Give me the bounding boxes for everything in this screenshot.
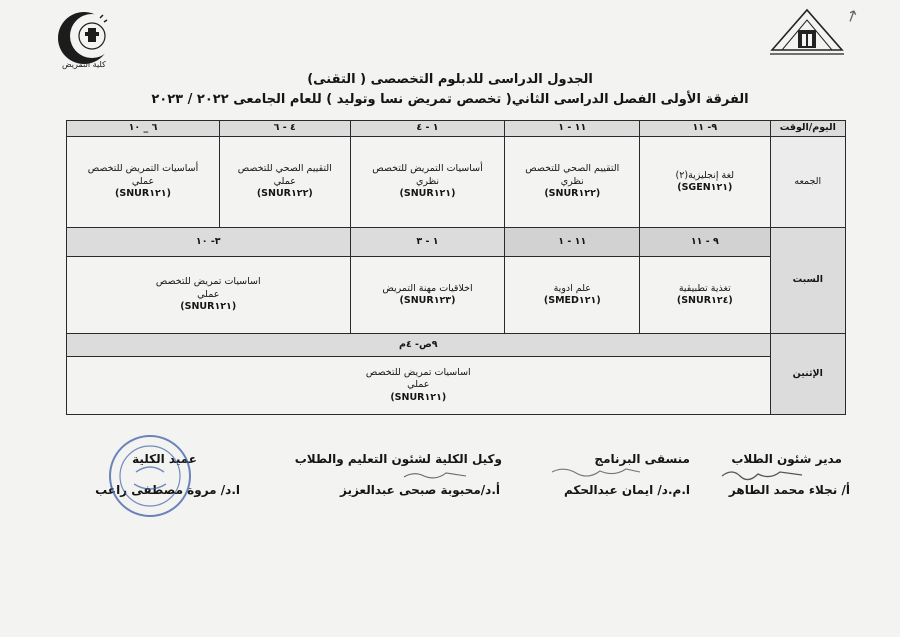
schedule-cell	[350, 257, 505, 334]
monday-row	[67, 357, 846, 415]
faculty-stamp	[106, 432, 194, 520]
course-code: (SNUR١٢١)	[115, 188, 171, 200]
course-code: (SNUR١٢١)	[399, 188, 456, 200]
signature-title: وكيل الكلية لشئون التعليم والطلاب	[294, 452, 502, 466]
signature-title: منسقى البرنامج	[594, 452, 690, 466]
subject-name: اساسيات تمريض للتخصص	[155, 276, 261, 288]
signature-name: ا.د/ مروة مصطفى راغب	[95, 483, 240, 497]
signature-scribble	[548, 464, 644, 480]
schedule-subtitle: الفرقة الأولى الفصل الدراسى الثاني( تخصص تمريض نسا وتوليد ) للعام الجامعى ٢٠٢٢ / ٢٠٢٣	[151, 92, 749, 107]
schedule-cell	[350, 137, 505, 228]
subject-type: عملي	[197, 288, 220, 300]
time-header: ٤ - ٦	[220, 121, 351, 137]
time-header: ٦ _ ١٠	[67, 121, 220, 137]
subject-type: عملي	[407, 379, 430, 391]
course-code: (SNUR١٢٤)	[676, 295, 733, 306]
course-code: (SNUR١٢١)	[390, 391, 447, 403]
schedule-cell	[640, 257, 771, 334]
monday-time-row	[67, 334, 846, 357]
time-header: ١ - ٣	[350, 228, 505, 257]
friday-row	[67, 137, 846, 228]
subject-name: التقييم الصحي للتخصص	[525, 163, 620, 175]
course-code: (SNUR١٢٢)	[256, 188, 313, 200]
schedule-cell	[505, 137, 640, 228]
day-label-saturday: السبت	[770, 228, 845, 334]
corner-header: اليوم/الوقت	[770, 121, 845, 137]
schedule-cell	[220, 137, 351, 228]
day-label-monday: الإثنين	[770, 334, 845, 415]
schedule-cell	[67, 257, 351, 334]
time-header: ١١ - ١	[505, 228, 640, 257]
time-header: ٣- ١٠	[67, 228, 351, 257]
time-header: ١١ - ١	[505, 121, 640, 137]
time-header: ١ - ٤	[350, 121, 505, 137]
signature-name: ا.م.د/ ايمان عبدالحكم	[563, 483, 690, 497]
handwritten-mark: ↗	[841, 4, 862, 27]
subject-name: لغة إنجليزية(٢)	[675, 169, 735, 181]
day-label-friday: الجمعه	[770, 137, 845, 228]
university-logo	[768, 6, 846, 58]
subject-name: أساسيات التمريض للتخصص	[372, 163, 483, 175]
subject-type: نظري	[560, 175, 584, 187]
time-header: ٩- ١١	[640, 121, 771, 137]
subject-name: أساسيات التمريض للتخصص	[87, 163, 199, 175]
time-header: ٩ص- ٤م	[67, 334, 771, 357]
subject-name: علم ادوية	[553, 282, 591, 294]
subject-name: اخلاقيات مهنة التمريض	[382, 282, 473, 294]
subject-name: التقييم الصحي للتخصص	[237, 163, 332, 175]
schedule-cell	[640, 137, 771, 228]
subject-name: تغذية تطبيقية	[678, 282, 731, 294]
subject-type: عملي	[131, 175, 155, 187]
signature-title: عميد الكلية	[132, 452, 197, 466]
signature-title: مدير شئون الطلاب	[731, 452, 842, 466]
course-code: (SNUR١٢٣)	[399, 295, 456, 306]
header-row	[67, 121, 846, 137]
subject-type: نظري	[415, 175, 440, 187]
signature-name: أ/ نجلاء محمد الطاهر	[728, 483, 850, 497]
signature-name: أ.د/محبوبة صبحى عبدالعزيز	[340, 483, 500, 497]
time-header: ٩ - ١١	[640, 228, 771, 257]
schedule-cell	[67, 357, 771, 415]
subject-name: اساسيات تمريض للتخصص	[365, 366, 471, 378]
signature-scribble	[718, 466, 808, 482]
schedule-cell	[505, 257, 640, 334]
course-code: (SMED١٢١)	[543, 295, 601, 306]
signature-scribble	[400, 468, 470, 482]
course-code: (SGEN١٢١)	[677, 182, 733, 193]
saturday-time-row	[67, 228, 846, 257]
faculty-logo-caption: كلية التمريض	[62, 60, 106, 69]
course-code: (SNUR١٢٢)	[544, 188, 601, 200]
subject-type: عملي	[273, 175, 296, 187]
schedule-title: الجدول الدراسى للدبلوم التخصصى ( التقنى)	[307, 72, 593, 87]
schedule-cell	[67, 137, 220, 228]
saturday-row	[67, 257, 846, 334]
course-code: (SNUR١٢١)	[180, 301, 237, 313]
schedule-table	[66, 120, 846, 415]
